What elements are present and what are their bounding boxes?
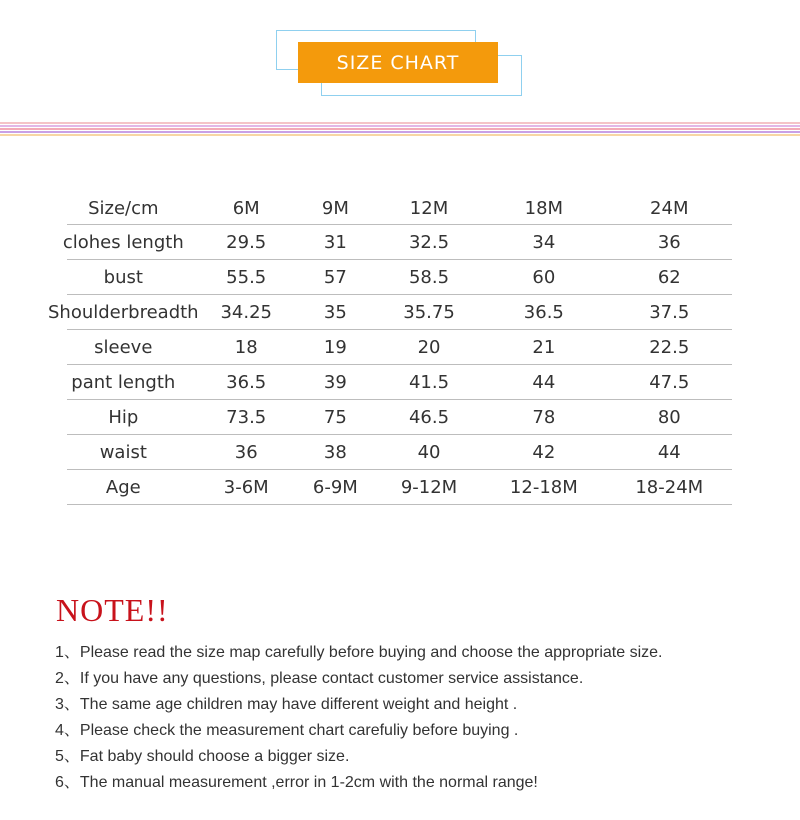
table-cell: 34 [481,225,606,260]
table-header-row [48,192,732,225]
table-cell: 6-9M [294,470,377,505]
table-cell: 47.5 [607,365,732,400]
row-label: clohes length [48,225,199,260]
table-cell: 41.5 [377,365,481,400]
size-chart-title: SIZE CHART [336,51,460,74]
table-cell: 36.5 [199,365,294,400]
table-cell: 18 [199,330,294,365]
stripe-line [0,122,800,124]
stripe-line [0,134,800,136]
table-cell: 37.5 [607,295,732,330]
table-cell: 35 [294,295,377,330]
header-size: 9M [294,192,377,225]
table-cell: 3-6M [199,470,294,505]
table-cell: 38 [294,435,377,470]
stripe-line [0,128,800,130]
note-item: 6、The manual measurement ,error in 1-2cm with the normal range! [55,774,538,791]
header-size: 24M [607,192,732,225]
table-cell: 12-18M [481,470,606,505]
table-row [48,260,732,295]
decorative-stripes [0,122,800,136]
note-title: NOTE!! [56,592,169,628]
note-item: 1、Please read the size map carefully before buying and choose the appropriate size. [55,644,663,661]
row-label: Age [48,470,199,505]
table-cell: 36 [607,225,732,260]
table-row [48,225,732,260]
table-cell: 31 [294,225,377,260]
note-item: 5、Fat baby should choose a bigger size. [55,748,350,765]
table-cell: 9-12M [377,470,481,505]
stripe-line [0,131,800,133]
table-cell: 32.5 [377,225,481,260]
table-cell: 78 [481,400,606,435]
table-cell: 35.75 [377,295,481,330]
table-row [48,400,732,435]
header-size: 18M [481,192,606,225]
row-label: bust [48,260,199,295]
table-cell: 29.5 [199,225,294,260]
table-cell: 44 [481,365,606,400]
table-row [48,295,732,330]
table-cell: 42 [481,435,606,470]
table-row [48,470,732,505]
header-size-label: Size/cm [48,192,199,225]
row-label: sleeve [48,330,199,365]
table-row [48,435,732,470]
note-list [55,640,662,796]
table-cell: 75 [294,400,377,435]
row-label: pant length [48,365,199,400]
table-cell: 19 [294,330,377,365]
table-cell: 57 [294,260,377,295]
table-cell: 40 [377,435,481,470]
note-item: 2、If you have any questions, please contact customer service assistance. [55,670,584,687]
table-cell: 36.5 [481,295,606,330]
table-cell: 20 [377,330,481,365]
table-row [48,365,732,400]
table-cell: 55.5 [199,260,294,295]
note-item: 4、Please check the measurement chart carefuliy before buying . [55,722,519,739]
table-cell: 39 [294,365,377,400]
note-item: 3、The same age children may have different weight and height . [55,696,518,713]
size-table [48,192,732,505]
table-cell: 18-24M [607,470,732,505]
row-label: waist [48,435,199,470]
size-chart-banner [298,42,498,83]
table-cell: 73.5 [199,400,294,435]
table-cell: 60 [481,260,606,295]
table-cell: 46.5 [377,400,481,435]
table-cell: 36 [199,435,294,470]
row-label: Hip [48,400,199,435]
table-cell: 21 [481,330,606,365]
table-cell: 34.25 [199,295,294,330]
table-cell: 44 [607,435,732,470]
table-cell: 58.5 [377,260,481,295]
table-row [48,330,732,365]
table-cell: 22.5 [607,330,732,365]
table-cell: 80 [607,400,732,435]
row-label: Shoulderbreadth [48,295,199,330]
stripe-line [0,125,800,127]
table-cell: 62 [607,260,732,295]
header-size: 12M [377,192,481,225]
header-size: 6M [199,192,294,225]
